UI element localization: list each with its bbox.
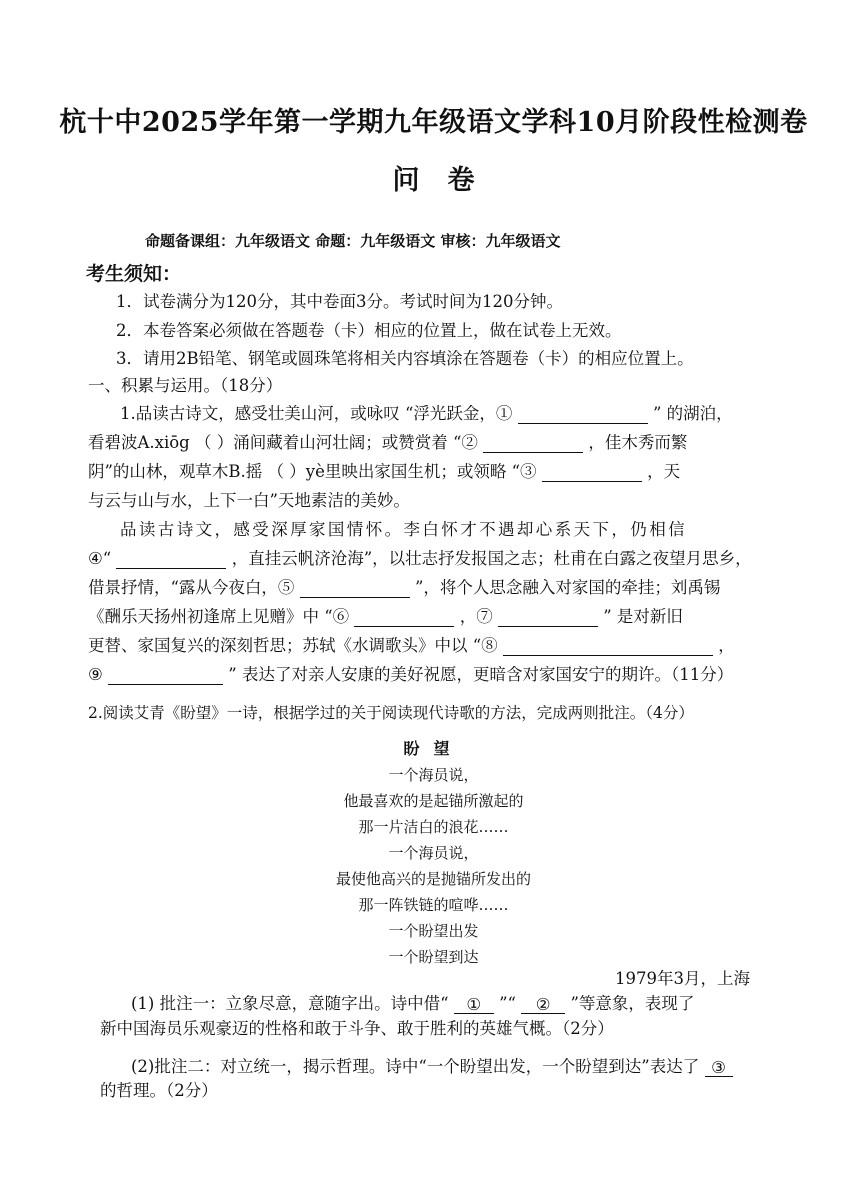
poem-line: 一个海员说，: [388, 766, 479, 784]
exam-title: 杭十中2025学年第一学期九年级语文学科10月阶段性检测卷: [59, 107, 808, 138]
answer-blank: [498, 608, 598, 627]
q1-line: [88, 574, 720, 598]
answer-blank: [503, 637, 713, 656]
q1-text: ” 是对新旧: [603, 607, 683, 626]
note1-line: [131, 990, 694, 1014]
notice-heading: 考生须知：: [86, 263, 182, 285]
notice-item: 2．本卷答案必须做在答题卷（卡）相应的位置上，做在试卷上无效。: [116, 321, 622, 340]
note1-line: 新中国海员乐观豪迈的性格和敢于斗争、敢于胜利的英雄气概。（2分）: [100, 1019, 614, 1038]
poem-date: 1979年3月，上海: [615, 969, 750, 988]
q1-text: ” 表达了对亲人安康的美好祝愿，更暗含对家国安宁的期许。（11分）: [228, 665, 734, 684]
poem-line: 最使他高兴的是抛锚所发出的: [335, 870, 531, 888]
note2-line: [131, 1053, 733, 1077]
q1-line: 与云与山与水，上下一白”天地素洁的美妙。: [88, 491, 410, 510]
q1-text: ”，将个人思念融入对家国的牵挂；刘禹锡: [414, 578, 721, 597]
q1-text: ，: [718, 636, 735, 655]
q1-text: ④“: [88, 549, 112, 568]
q2-intro: 2.阅读艾青《盼望》一诗，根据学过的关于阅读现代诗歌的方法，完成两则批注。（4分）: [88, 704, 694, 722]
q1-text: 更替、家国复兴的深刻哲思；苏轼《水调歌头》中以 “⑧: [88, 636, 498, 655]
poem-line: 那一阵铁链的喧哗……: [358, 896, 509, 914]
answer-blank: ①: [454, 995, 494, 1014]
q1-text: ，佳木秀而繁: [588, 433, 688, 452]
poem-line: 一个盼望出发: [388, 922, 479, 940]
notice-item: 1．试卷满分为120分，其中卷面3分。考试时间为120分钟。: [116, 292, 563, 311]
q1-line: [88, 603, 683, 627]
answer-blank: [542, 463, 642, 482]
section-heading: 一、积累与运用。（18分）: [88, 376, 283, 395]
q1-text: 1.品读古诗文，感受壮美山河，或咏叹 “浮光跃金，①: [120, 404, 513, 423]
q1-text: ⑨: [88, 665, 103, 684]
answer-blank: [116, 550, 226, 569]
q1-text: ，⑦: [459, 607, 493, 626]
note-text: ”等意象，表现了: [570, 994, 695, 1013]
answer-blank: ③: [705, 1058, 733, 1077]
q1-text: ” 的湖泊，: [652, 404, 733, 423]
q1-line: 品读古诗文，感受深厚家国情怀。李白怀才不遇却心系天下，仍相信: [120, 520, 687, 539]
poem-line: 一个盼望到达: [388, 948, 479, 966]
q1-line: [88, 545, 752, 569]
answer-blank: [518, 405, 648, 424]
poem-line: 他最喜欢的是起锚所激起的: [343, 792, 524, 810]
poem-title: 盼望: [403, 739, 464, 758]
answer-blank: [354, 608, 454, 627]
q1-text: 《酬乐天扬州初逢席上见赠》中 “⑥: [88, 607, 350, 626]
note2-line: 的哲理。（2分）: [100, 1081, 218, 1100]
q1-text: 借景抒情，“露从今夜白，⑤: [88, 578, 295, 597]
q1-text: 阴”的山林，观草木B.摇 （ ）yè里映出家国生机；或领略 “③: [88, 462, 537, 481]
exam-subtitle: 问卷: [392, 165, 503, 196]
q1-line: [88, 429, 687, 453]
credits-line: 命题备课组：九年级语文 命题：九年级语文 审核：九年级语文: [145, 232, 561, 250]
q1-text: 看碧波A.xiōg （ ）涌间藏着山河壮阔；或赞赏着 “②: [88, 433, 478, 452]
answer-blank: [483, 434, 583, 453]
note-text: (1) 批注一：立象尽意，意随字出。诗中借“: [131, 994, 449, 1013]
answer-blank: [108, 666, 223, 685]
poem-line: 那一片洁白的浪花……: [358, 818, 509, 836]
q1-line: [88, 661, 733, 685]
note-text: ”“: [499, 994, 516, 1013]
notice-item: 3．请用2B铅笔、钢笔或圆珠笔将相关内容填涂在答题卷（卡）的相应位置上。: [116, 349, 694, 368]
answer-blank: ②: [521, 995, 565, 1014]
q1-line: [120, 400, 733, 424]
q1-line: [88, 632, 735, 656]
poem-line: 一个海员说，: [388, 844, 479, 862]
q1-text: ，直挂云帆济沧海”，以壮志抒发报国之志；杜甫在白露之夜望月思乡，: [231, 549, 752, 568]
q1-line: [88, 458, 680, 482]
answer-blank: [300, 579, 410, 598]
q1-text: ，天: [647, 462, 681, 481]
note-text: (2)批注二：对立统一，揭示哲理。诗中“一个盼望出发，一个盼望到达”表达了: [131, 1057, 700, 1076]
